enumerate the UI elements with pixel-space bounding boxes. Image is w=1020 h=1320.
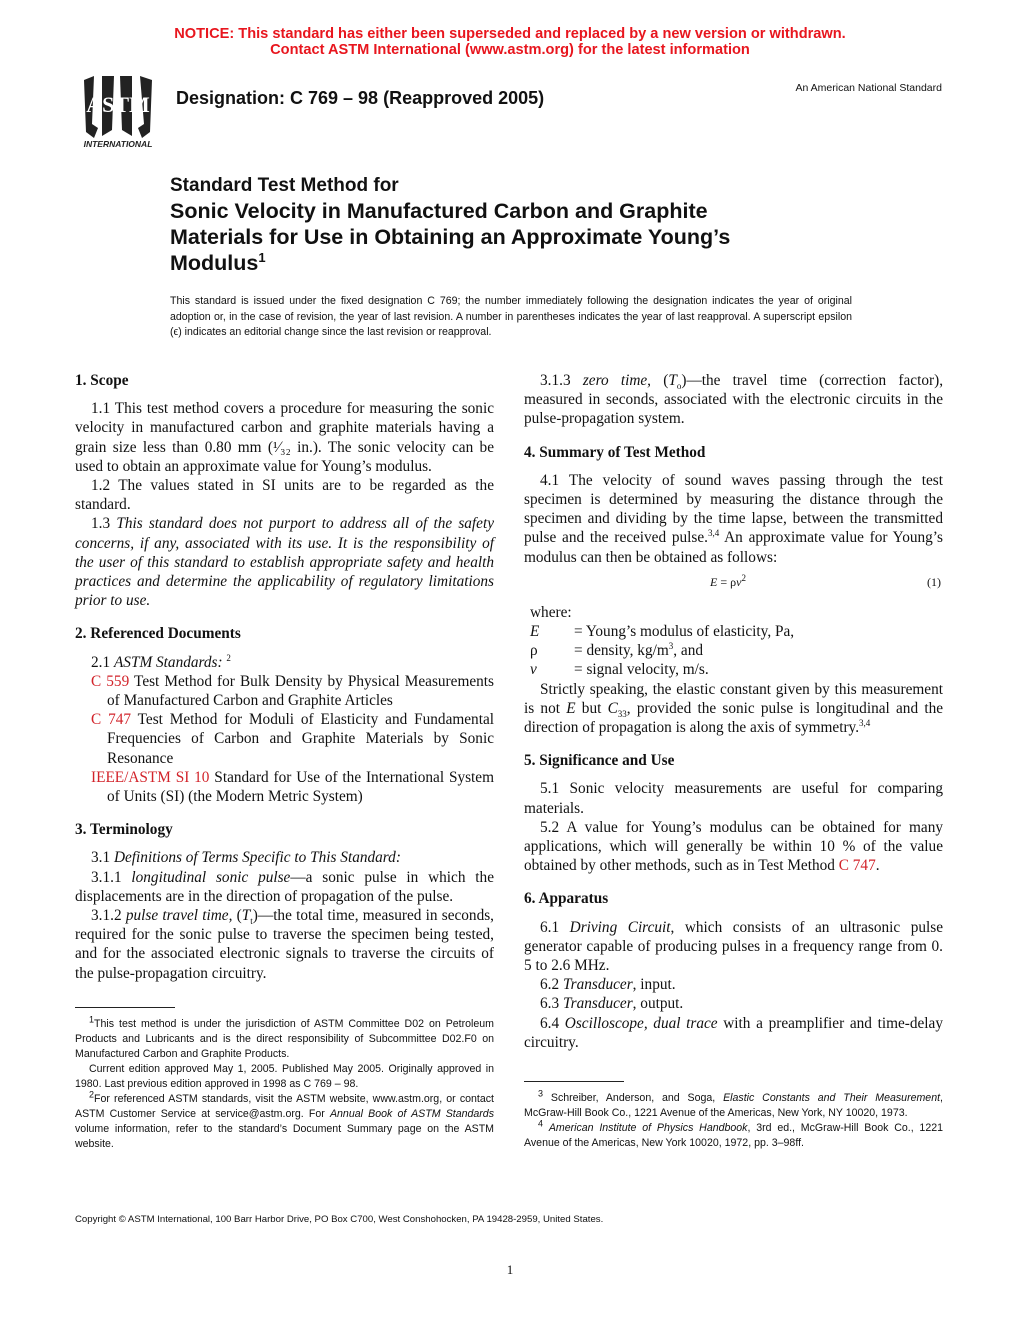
para-1-1: 1.1 This test method covers a procedure for measuring the sonic velocity in manufactured carbon and graphite materials having a grain size less than 0.80 mm (¹⁄₃₂ in.). The sonic velocity can be used to obtain an approximate value for Young’s modulus. xyxy=(75,400,494,475)
notice-line-1: NOTICE: This standard has either been superseded and replaced by a new version or withdrawn. xyxy=(174,26,846,42)
notice-line-2: Contact ASTM International (www.astm.org) for the latest information xyxy=(270,42,750,58)
para-1-3-text: This standard does not purport to address all of the safety concerns, if any, associated with its use. It is the responsibility of the user of this standard to establish appropriate safety and health practices and determine the applicability of regulatory limitations prior to use. xyxy=(75,515,494,610)
link-c559[interactable]: C 559 xyxy=(91,672,130,690)
section-1-heading: 1. Scope xyxy=(75,372,129,389)
title-footnote-mark: 1 xyxy=(258,249,266,265)
para-6-1: 6.1 Driving Circuit, which consists of an ultrasonic pulse generator capable of producing pulses in a frequency range from 0. 5 to 2.6 MHz. xyxy=(524,918,944,975)
logo-text: ASTM xyxy=(86,92,150,117)
issuance-note: This standard is issued under the fixed designation C 769; the number immediately following the designation indicates the year of original adoption or, in the case of revision, the year of last revision. A number in parentheses indicates the year of last reapproval. A superscript epsilon (ϵ) indicates an editorial change since the last revision or reapproval. xyxy=(170,295,852,338)
para-5-2: 5.2 A value for Young’s modulus can be obtained for many applications, which will generally be within 10 % of the value obtained by other methods, such as in Test Method C 747. xyxy=(524,818,943,875)
logo-subtext: INTERNATIONAL xyxy=(83,139,153,149)
footnote-1b: Current edition approved May 1, 2005. Published May 2005. Originally approved in 1980. Last previous edition approved in 1998 as C 769 – 98. xyxy=(75,1063,494,1090)
equation-expression: $E = \rho v^2$ xyxy=(710,572,746,589)
ref-c747: C 747 Test Method for Moduli of Elasticity and Fundamental Frequencies of Carbon and Graphite Materials by Sonic Resonance xyxy=(91,711,494,767)
para-3-1: 3.1 Definitions of Terms Specific to This Standard: xyxy=(91,849,401,867)
footnote-1: $^1$This test method is under the jurisdiction of ASTM Committee D02 on Petroleum Products and Lubricants and is the direct responsibility of Subcommittee D02.F0 on Manufactured Carbon and Graphite Products. xyxy=(75,1014,494,1060)
title-line-1: Sonic Velocity in Manufactured Carbon and Graphite xyxy=(170,199,708,223)
variable-row: ρ = density, $kg/m^3$, and xyxy=(530,641,703,660)
ref-si10: IEEE/ASTM SI 10 Standard for Use of the International System of Units (SI) (the Modern Metric System) xyxy=(91,768,494,806)
equation-number: (1) xyxy=(927,574,941,589)
footnote-4: $^4$ American Institute of Physics Handbook, 3rd ed., McGraw-Hill Book Co., 1221 Avenue of the Americas, New York 10020, 1972, pp. 3–98ff. xyxy=(524,1118,943,1149)
para-3-1-3: 3.1.3 zero time, $(T_o)—the$ travel time (correction factor), measured in seconds, associated with the electronic circuits in the pulse-propagation system. xyxy=(524,372,944,428)
para-4-1: 4.1 The velocity of sound waves passing through the test specimen is determined by measuring the distance through the specimen and dividing by the time lapse, between the transmitted pulse and the received pulse.$^{3,4}$ An approximate value for Young’s modulus can then be obtained as follows: xyxy=(524,471,943,566)
copyright: Copyright © ASTM International, 100 Barr Harbor Drive, PO Box C700, West Conshohocken, PA 19428-2959, United States. xyxy=(75,1214,604,1225)
para-4-strictly: Strictly speaking, the elastic constant given by this measurement is not E but $C_{33}$, provided the sonic pulse is longitudinal and the direction of propagation is along the axis of symmetry.$^{3,4}$ xyxy=(524,680,944,737)
section-6-heading: 6. Apparatus xyxy=(524,890,609,908)
para-5-1: 5.1 Sonic velocity measurements are useful for comparing materials. xyxy=(524,780,943,817)
title-line-3 xyxy=(170,250,870,276)
variable-row: v = signal velocity, m/s. xyxy=(530,661,709,679)
equation-1 xyxy=(524,573,943,593)
notice-banner xyxy=(0,26,1020,58)
title-line-3-text: Modulus xyxy=(170,251,259,275)
section-5-heading: 5. Significance and Use xyxy=(524,752,675,770)
title-block xyxy=(170,174,870,276)
title-prefix: Standard Test Method for xyxy=(170,175,399,196)
footnotes-left xyxy=(75,1014,494,1152)
title-line-2: Materials for Use in Obtaining an Approximate Young’s xyxy=(170,225,731,249)
link-c747[interactable]: C 747 xyxy=(91,711,132,729)
ref-c559: C 559 Test Method for Bulk Density by Physical Measurements of Manufactured Carbon and Graphite Articles xyxy=(91,672,494,710)
designation: Designation: C 769 – 98 (Reapproved 2005) xyxy=(176,88,545,108)
para-6-3: 6.3 Transducer, output. xyxy=(540,995,684,1013)
footnote-ref-2: 2 xyxy=(226,652,231,663)
footnote-2: $^2$For referenced ASTM standards, visit the ASTM website, www.astm.org, or contact ASTM Customer Service at service@astm.org. For Annual Book of ASTM Standards volume information, refer to the standard’s Document Summary page on the ASTM website. xyxy=(75,1089,494,1150)
para-6-4: 6.4 Oscilloscope, dual trace with a preamplifier and time-delay circuitry. xyxy=(524,1014,943,1051)
link-si10[interactable]: IEEE/ASTM SI 10 xyxy=(91,768,210,786)
section-4-heading: 4. Summary of Test Method xyxy=(524,443,706,461)
footnote-3: $^3$ Schreiber, Anderson, and Soga, Elastic Constants and Their Measurement, McGraw-Hill Book Co., 1221 Avenue of the Americas, New York, NY 10020, 1973. xyxy=(524,1088,943,1119)
left-column xyxy=(75,371,494,983)
astm-logo xyxy=(74,72,162,150)
right-column xyxy=(524,371,943,1052)
variable-list xyxy=(524,622,943,680)
para-6-2: 6.2 Transducer, input. xyxy=(540,976,676,994)
para-3-1-1: 3.1.1 longitudinal sonic pulse—a sonic pulse in which the displacements are in the direction of propagation of the pulse. xyxy=(75,868,494,905)
para-3-1-2: 3.1.2 pulse travel time, $(T_t)—the$ total time, measured in seconds, required for the sonic pulse to traverse the specimen being tested, and for the associated electronic signals to traverse the circuits of the pulse-propagation circuitry. xyxy=(75,907,494,982)
para-1-2: 1.2 The values stated in SI units are to be regarded as the standard. xyxy=(75,477,494,514)
national-standard-label: An American National Standard xyxy=(795,82,942,94)
section-2-heading: 2. Referenced Documents xyxy=(75,625,241,643)
link-c747-inline[interactable]: C 747 xyxy=(838,857,876,875)
where-label: where: xyxy=(530,603,572,621)
footnotes-right xyxy=(524,1088,943,1151)
footnote-rule-left xyxy=(75,1007,175,1008)
para-2-1: 2.1 ASTM Standards: $^2$ xyxy=(91,652,231,671)
footnote-ref-3-4: 3,4 xyxy=(707,528,720,539)
page-number: 1 xyxy=(506,1262,514,1277)
para-1-3: 1.3 This standard does not purport to address all of the safety concerns, if any, associated with its use. It is the responsibility of the user of this standard to establish appropriate safety and health practices and determine the applicability of regulatory limitations prior to use. xyxy=(75,515,494,610)
section-3-heading: 3. Terminology xyxy=(75,821,173,839)
variable-row: E = Young’s modulus of elasticity, Pa, xyxy=(530,623,795,641)
footnote-rule-right xyxy=(524,1081,624,1082)
